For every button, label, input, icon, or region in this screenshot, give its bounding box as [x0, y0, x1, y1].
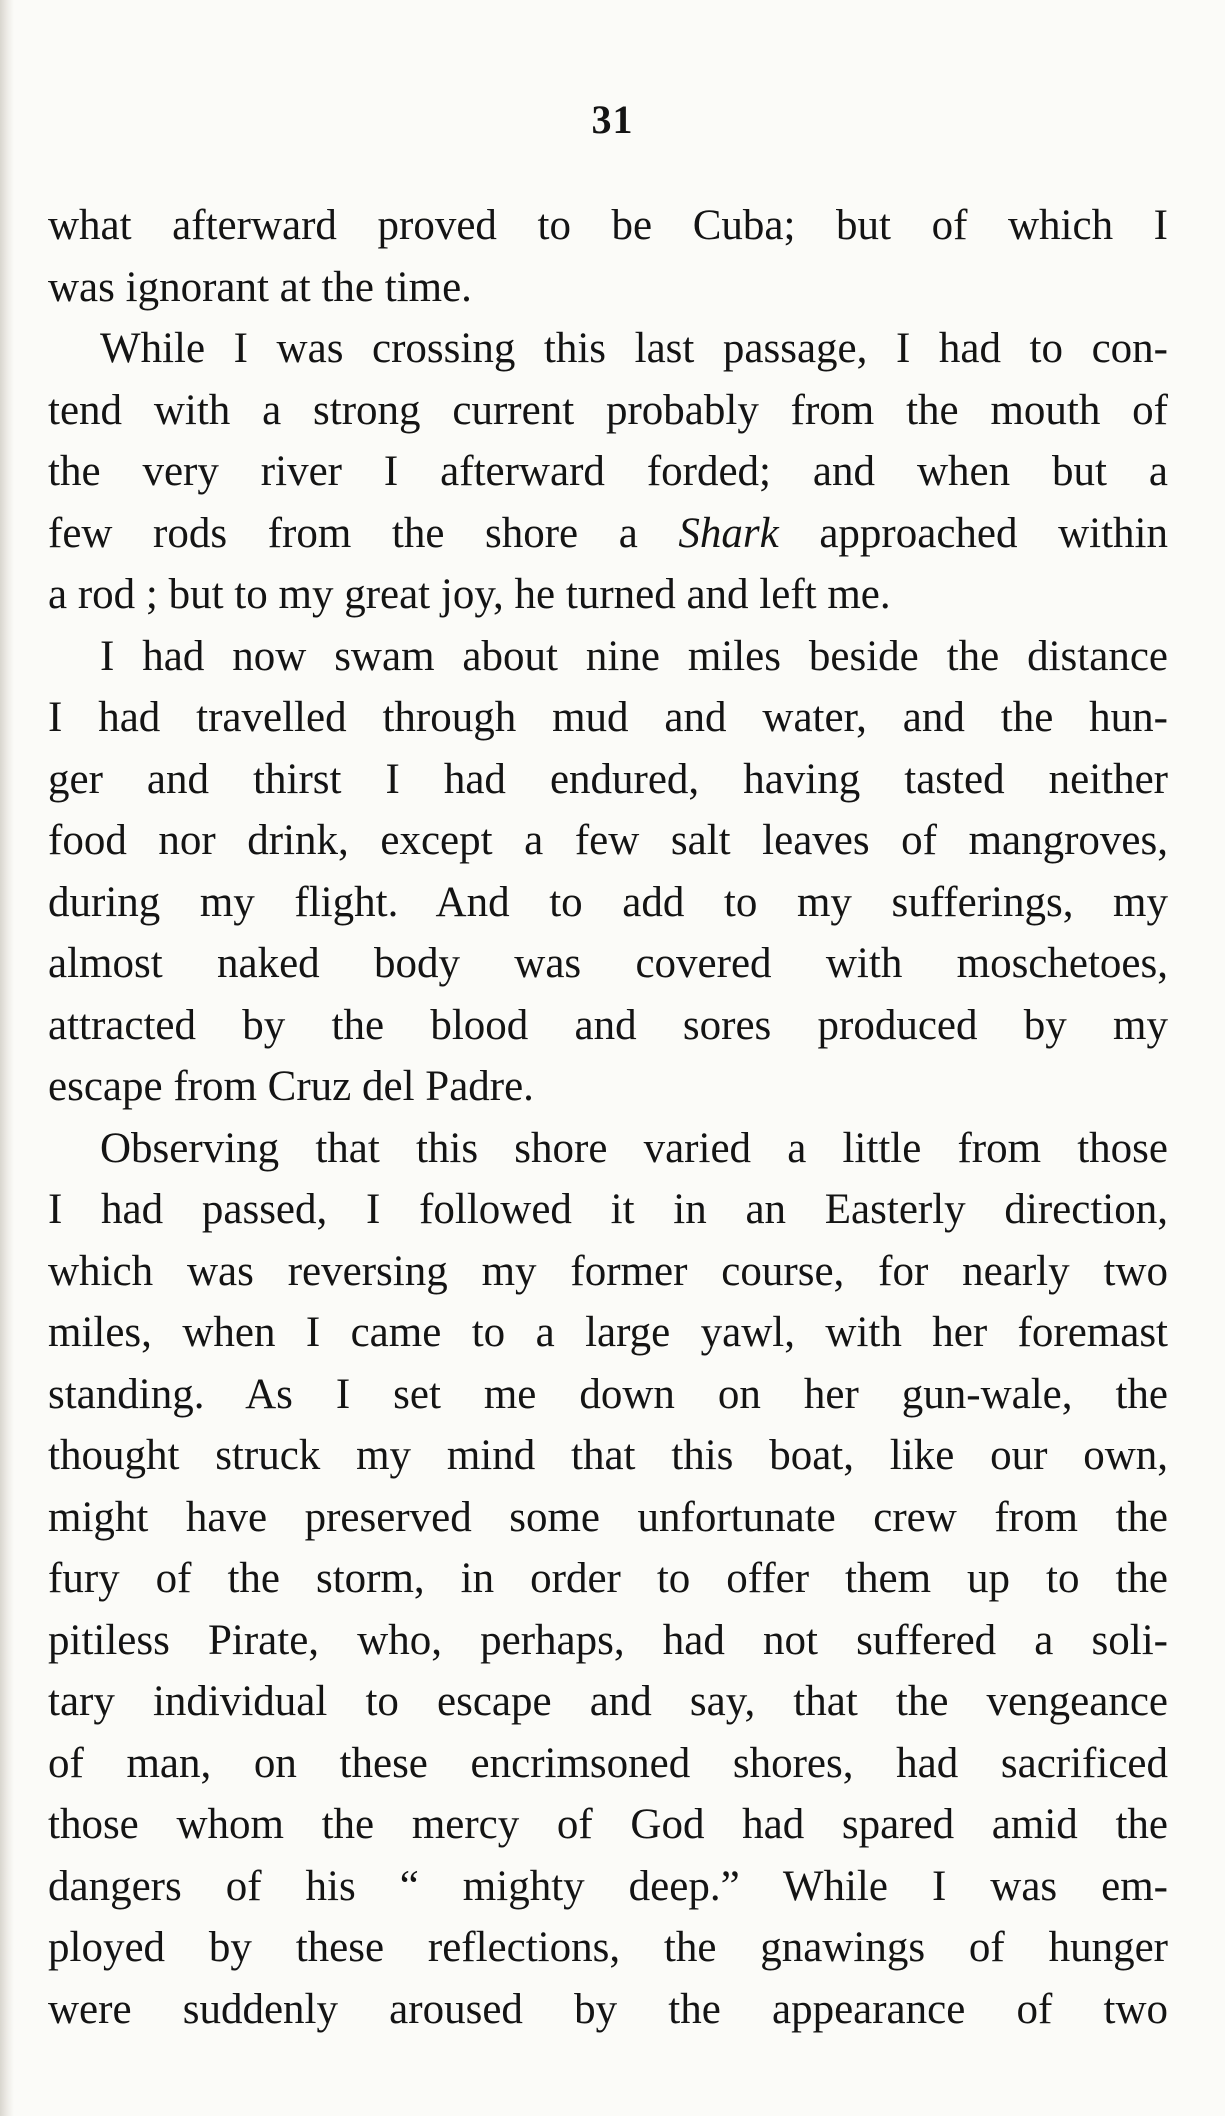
page-edge-shadow: [0, 0, 14, 2116]
text-line: thought struck my mind that this boat, like our own,: [48, 1432, 1168, 1479]
text-line: pitiless Pirate, who, perhaps, had not suffered a soli-: [48, 1616, 1168, 1664]
text-line: tend with a strong current probably from the mouth of: [48, 386, 1168, 434]
text-line: almost naked body was covered with moschetoes,: [48, 940, 1168, 987]
text-line: ployed by these reflections, the gnawings of hunger: [48, 1924, 1168, 1971]
text-line: what afterward proved to be Cuba; but of which I: [48, 202, 1168, 249]
text-line: fury of the storm, in order to offer them up to the: [48, 1555, 1168, 1602]
emphasized-word: Shark: [678, 509, 779, 557]
text-segment: few rods from the shore a: [48, 509, 679, 557]
text-line: escape from Cruz del Padre.: [48, 1063, 534, 1110]
text-line: I had travelled through mud and water, and the hun-: [48, 694, 1168, 741]
text-line: dangers of his “ mighty deep.” While I was em-: [48, 1862, 1168, 1910]
text-line: [48, 503, 1168, 565]
text-line: attracted by the blood and sores produced by my: [48, 1001, 1168, 1049]
body-text: [48, 195, 1168, 2040]
text-line: I had passed, I followed it in an Easterly direction,: [48, 1186, 1168, 1233]
text-line: was ignorant at the time.: [48, 263, 472, 311]
text-line: the very river I afterward forded; and when but a: [48, 448, 1168, 495]
page-number: 31: [591, 97, 634, 142]
text-line: during my flight. And to add to my sufferings, my: [48, 878, 1168, 926]
text-line: standing. As I set me down on her gun-wale, the: [48, 1370, 1168, 1418]
text-line: of man, on these encrimsoned shores, had sacrificed: [48, 1739, 1168, 1787]
text-line: tary individual to escape and say, that the vengeance: [48, 1678, 1168, 1725]
text-line: I had now swam about nine miles beside the distance: [100, 632, 1168, 680]
text-line: food nor drink, except a few salt leaves of mangroves,: [48, 817, 1168, 864]
text-line: miles, when I came to a large yawl, with her foremast: [48, 1309, 1168, 1356]
text-line: a rod ; but to my great joy, he turned and left me.: [48, 571, 891, 618]
text-line: were suddenly aroused by the appearance of two: [48, 1985, 1168, 2033]
text-line: might have preserved some unfortunate crew from the: [48, 1493, 1168, 1541]
text-segment: approached within: [778, 509, 1168, 557]
text-line: Observing that this shore varied a little from those: [100, 1124, 1168, 1172]
text-line: which was reversing my former course, for nearly two: [48, 1247, 1168, 1295]
text-line: While I was crossing this last passage, I had to con-: [100, 325, 1168, 372]
text-line: ger and thirst I had endured, having tasted neither: [48, 755, 1168, 803]
text-line: those whom the mercy of God had spared amid the: [48, 1801, 1168, 1848]
